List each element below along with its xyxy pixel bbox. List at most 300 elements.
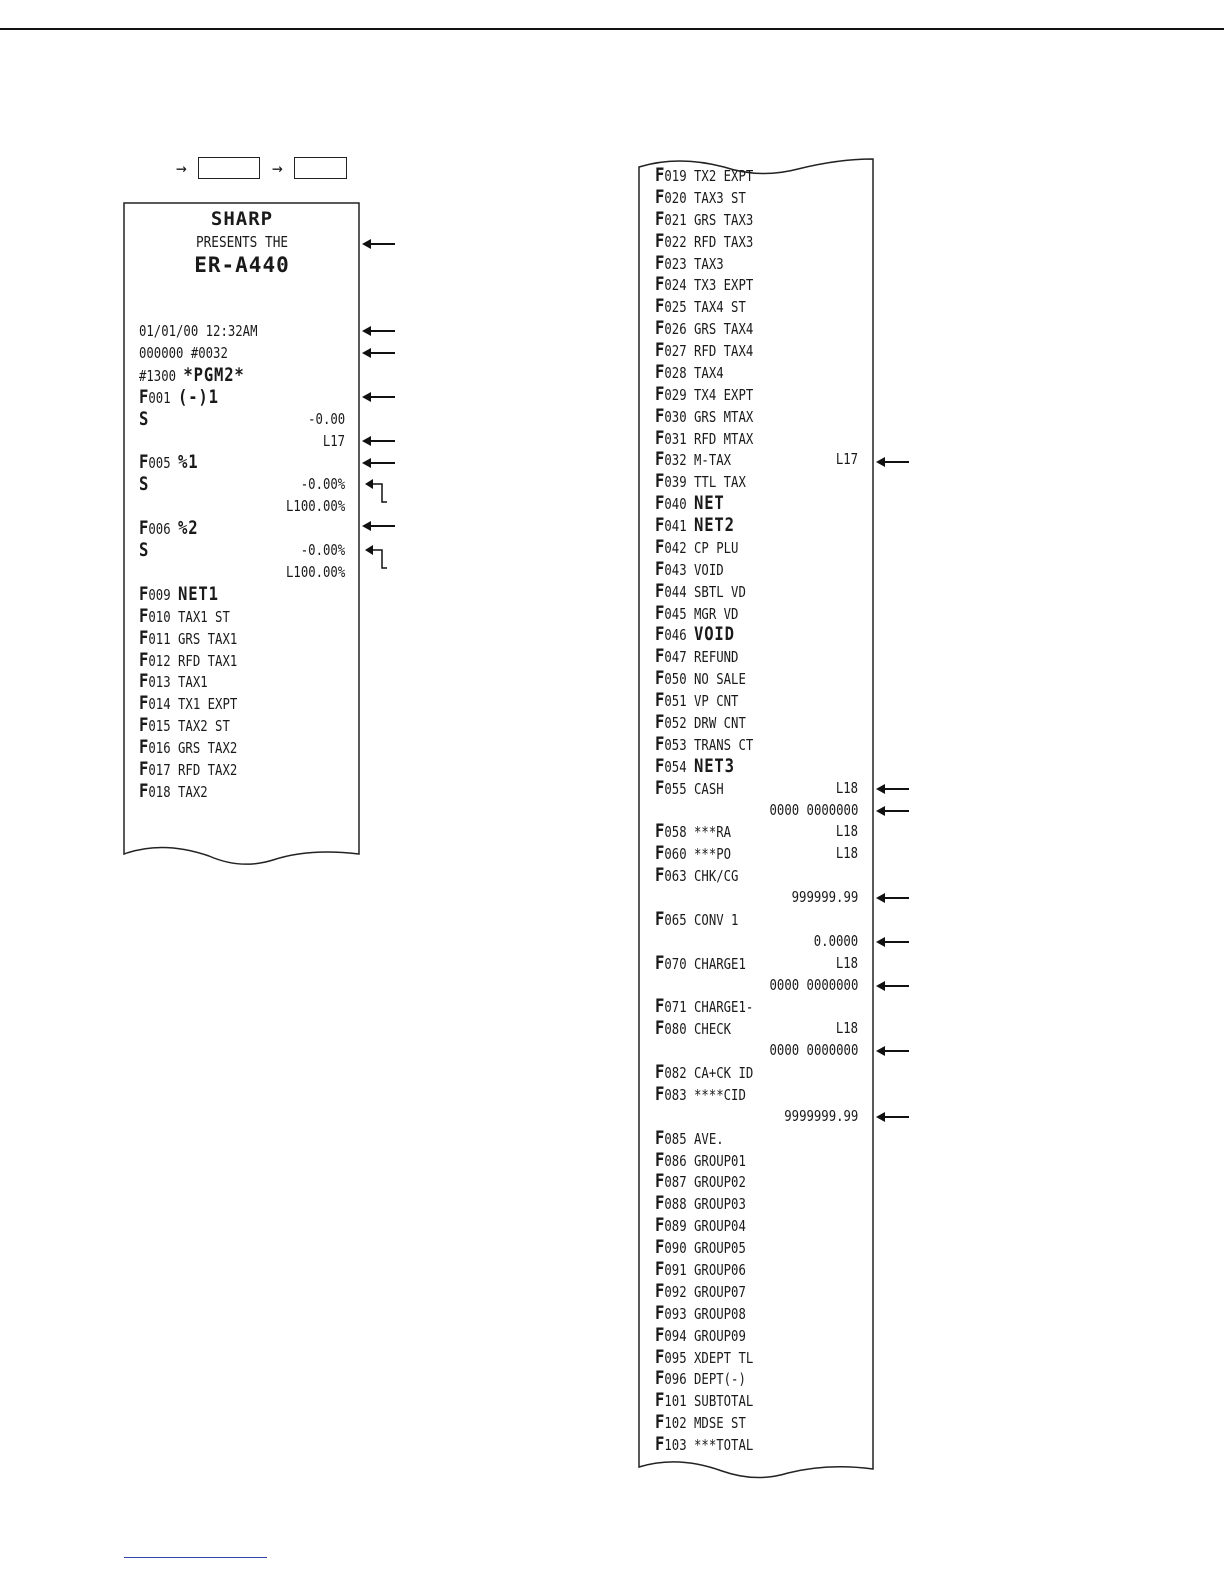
receipt-text: 01/01/00 12:32AM <box>139 322 258 340</box>
function-label: TAX3 <box>694 254 724 273</box>
receipt-text: S <box>139 473 149 496</box>
receipt-line <box>655 1018 858 1040</box>
function-label: SUBTOTAL <box>694 1392 754 1411</box>
receipt-line <box>139 387 345 409</box>
function-code-number: 042 <box>664 538 687 557</box>
key-box-2 <box>294 157 347 179</box>
function-code-number: 017 <box>148 761 171 779</box>
function-code-prefix: F <box>655 448 665 471</box>
function-label: DRW CNT <box>694 714 746 732</box>
function-code-prefix: F <box>655 907 665 930</box>
receipt-line <box>655 471 858 493</box>
receipt-line <box>655 1281 858 1303</box>
function-code-prefix: F <box>655 404 665 427</box>
receipt-line <box>655 1150 858 1172</box>
function-code-number: 092 <box>664 1282 687 1301</box>
receipt-line <box>655 1434 858 1456</box>
receipt-line <box>655 296 858 318</box>
function-code-prefix: F <box>655 667 665 690</box>
receipt-line <box>655 428 858 450</box>
function-label: RFD TAX1 <box>178 651 238 670</box>
function-code-prefix: F <box>655 1279 665 1302</box>
receipt-text: S <box>139 539 149 561</box>
function-code-number: 043 <box>664 560 687 579</box>
function-code-prefix: F <box>655 1017 665 1040</box>
function-code-prefix: F <box>655 754 665 777</box>
function-label: VP CNT <box>694 692 739 711</box>
function-code-prefix: F <box>139 582 149 605</box>
receipt-line <box>655 493 858 515</box>
function-label: NET3 <box>694 754 735 777</box>
function-code-number: 026 <box>664 320 687 339</box>
function-label: NET2 <box>694 514 735 537</box>
function-label: TAX3 ST <box>694 188 746 207</box>
function-code-prefix: F <box>139 670 149 693</box>
function-label: VOID <box>694 623 735 646</box>
function-code-number: 025 <box>664 298 687 317</box>
receipt-subtitle: PRESENTS THE <box>195 233 289 251</box>
function-label: NET <box>694 492 725 515</box>
receipt-line <box>655 865 858 887</box>
receipt-line <box>655 231 858 253</box>
function-code-prefix: F <box>655 1258 665 1280</box>
receipt-logo: SHARP <box>210 208 274 230</box>
function-code-number: 047 <box>664 648 687 667</box>
function-label: TAX4 <box>694 363 724 382</box>
function-label: RFD TAX3 <box>694 232 754 251</box>
receipt-line <box>655 931 858 953</box>
callout-arrow-icon <box>876 981 910 991</box>
receipt-line <box>655 1215 858 1237</box>
receipt-line <box>139 365 345 387</box>
receipt-line <box>139 562 345 584</box>
receipt-line <box>655 1412 858 1434</box>
function-label: GROUP01 <box>694 1151 746 1170</box>
receipt-line <box>655 756 858 778</box>
function-code-prefix: F <box>139 692 149 715</box>
function-code-prefix: F <box>655 776 665 799</box>
receipt-line <box>655 1062 858 1084</box>
function-code-prefix: F <box>655 273 665 296</box>
function-code-prefix: F <box>655 470 665 493</box>
function-code-number: 028 <box>664 363 687 382</box>
receipt-value: L18 <box>835 953 858 972</box>
receipt-value: 0000 0000000 <box>769 975 858 994</box>
function-code-number: 065 <box>664 910 687 929</box>
receipt-text: #1300 <box>139 366 184 385</box>
receipt-line <box>655 1237 858 1259</box>
receipt-line <box>139 737 345 759</box>
function-code-number: 021 <box>664 210 687 229</box>
receipt-line <box>655 953 858 975</box>
function-label: %1 <box>178 451 199 474</box>
callout-arrow-icon <box>362 348 396 358</box>
function-label: TAX1 <box>178 673 208 692</box>
function-code-number: 029 <box>664 385 687 404</box>
function-code-prefix: F <box>655 995 665 1018</box>
receipt-line <box>655 559 858 581</box>
function-label: GROUP06 <box>694 1261 746 1279</box>
function-code-number: 051 <box>664 692 687 711</box>
receipt-line <box>655 1128 858 1150</box>
receipt-model: ER-A440 <box>194 253 290 277</box>
receipt-value: 0.0000 <box>813 931 858 950</box>
callout-arrow-icon <box>362 239 396 249</box>
function-code-prefix: F <box>139 779 149 802</box>
function-label: CP PLU <box>694 538 739 557</box>
receipt-line <box>655 1390 858 1412</box>
function-label: CHECK <box>694 1020 732 1039</box>
receipt-value: 9999999.99 <box>783 1106 858 1125</box>
receipt-line <box>655 712 858 734</box>
receipt-line <box>139 650 345 672</box>
function-code-prefix: F <box>655 579 665 602</box>
function-code-number: 091 <box>664 1261 687 1279</box>
function-code-prefix: F <box>139 385 149 408</box>
function-code-prefix: F <box>655 645 665 668</box>
function-label: ****CID <box>694 1085 746 1104</box>
function-code-prefix: F <box>655 1061 665 1084</box>
receipt-line <box>139 759 345 781</box>
function-code-number: 016 <box>148 739 171 758</box>
receipt-line <box>655 646 858 668</box>
function-label: GRS TAX1 <box>178 629 238 648</box>
receipt-line <box>655 581 858 603</box>
function-code-prefix: F <box>655 864 665 887</box>
function-code-prefix: F <box>139 626 149 649</box>
function-code-number: 030 <box>664 407 687 426</box>
function-code-prefix: F <box>655 360 665 383</box>
function-code-number: 086 <box>664 1151 687 1170</box>
function-code-number: 103 <box>664 1436 687 1455</box>
receipt-line <box>655 887 858 909</box>
function-code-number: 101 <box>664 1392 687 1411</box>
receipt-line <box>139 781 345 803</box>
receipt-line <box>655 975 858 997</box>
function-code-number: 019 <box>664 167 687 185</box>
function-code-prefix: F <box>655 1301 665 1324</box>
function-code-prefix: F <box>139 648 149 671</box>
function-label: ***RA <box>694 823 732 842</box>
callout-arrow-icon <box>362 436 396 446</box>
receipt-line <box>139 321 345 343</box>
function-code-number: 041 <box>664 517 687 536</box>
function-label: TAX1 ST <box>178 607 230 626</box>
function-code-number: 096 <box>664 1370 687 1389</box>
left-receipt <box>123 202 361 868</box>
receipt-value: L100.00% <box>285 497 345 516</box>
function-code-number: 001 <box>148 388 171 407</box>
receipt-line <box>655 537 858 559</box>
function-code-number: 023 <box>664 254 687 273</box>
callout-arrow-icon <box>362 326 396 336</box>
callout-arrow-icon <box>876 1112 910 1122</box>
receipt-line <box>139 518 345 540</box>
function-code-prefix: F <box>655 339 665 362</box>
receipt-line <box>139 715 345 737</box>
function-label: TX1 EXPT <box>178 695 238 714</box>
receipt-line <box>655 843 858 865</box>
function-code-number: 009 <box>148 585 171 604</box>
function-code-number: 006 <box>148 520 171 539</box>
function-code-prefix: F <box>655 1214 665 1237</box>
receipt-line <box>655 384 858 406</box>
function-code-prefix: F <box>655 732 665 755</box>
function-code-number: 054 <box>664 757 687 776</box>
receipt-line <box>655 165 858 187</box>
function-code-number: 055 <box>664 779 687 798</box>
receipt-line <box>655 624 858 646</box>
function-code-number: 070 <box>664 954 687 973</box>
receipt-line <box>655 362 858 384</box>
function-label: GROUP03 <box>694 1195 746 1214</box>
function-code-prefix: F <box>655 317 665 340</box>
function-label: CA+CK ID <box>694 1064 754 1083</box>
function-code-number: 018 <box>148 782 171 801</box>
receipt-line <box>139 343 345 365</box>
function-label: GROUP05 <box>694 1239 746 1258</box>
receipt-line <box>139 409 345 431</box>
function-label: TRANS CT <box>694 735 754 754</box>
function-code-prefix: F <box>655 1411 665 1434</box>
receipt-value: 999999.99 <box>791 888 858 907</box>
function-label: TTL TAX <box>694 473 746 492</box>
receipt-value: L18 <box>835 1019 858 1038</box>
receipt-line <box>655 515 858 537</box>
bracket-arrow-icon <box>365 544 387 570</box>
callout-arrow-icon <box>362 392 396 402</box>
receipt-line <box>139 474 345 496</box>
function-code-prefix: F <box>655 1170 665 1193</box>
sequence-arrow-icon: → <box>176 158 187 179</box>
function-code-number: 011 <box>148 629 171 648</box>
function-code-prefix: F <box>655 185 665 208</box>
function-code-prefix: F <box>655 295 665 318</box>
receipt-line <box>655 996 858 1018</box>
function-code-number: 088 <box>664 1195 687 1214</box>
function-code-prefix: F <box>655 601 665 624</box>
function-code-number: 090 <box>664 1239 687 1258</box>
receipt-line <box>655 1259 858 1281</box>
right-receipt <box>638 157 875 1483</box>
receipt-value: L100.00% <box>285 562 345 581</box>
function-code-prefix: F <box>139 451 149 474</box>
function-code-prefix: F <box>655 1367 665 1390</box>
function-code-number: 071 <box>664 998 687 1017</box>
function-code-prefix: F <box>655 1126 665 1149</box>
function-code-prefix: F <box>655 557 665 580</box>
function-code-prefix: F <box>655 164 665 186</box>
function-code-prefix: F <box>655 689 665 712</box>
receipt-value: L18 <box>835 822 858 841</box>
function-label: RFD TAX4 <box>694 342 754 361</box>
function-label: AVE. <box>694 1129 724 1148</box>
function-code-number: 013 <box>148 673 171 692</box>
receipt-text: 000000 #0032 <box>139 343 228 362</box>
receipt-line <box>655 1040 858 1062</box>
receipt-line <box>655 821 858 843</box>
function-code-prefix: F <box>655 820 665 843</box>
function-code-prefix: F <box>655 1236 665 1259</box>
function-label: CHARGE1 <box>694 954 746 973</box>
function-label: MDSE ST <box>694 1414 746 1433</box>
function-code-number: 031 <box>664 429 687 448</box>
function-code-prefix: F <box>655 1148 665 1171</box>
function-code-number: 022 <box>664 232 687 251</box>
function-label: GROUP07 <box>694 1282 746 1301</box>
receipt-line <box>655 668 858 690</box>
receipt-value: -0.00% <box>300 541 345 559</box>
function-code-prefix: F <box>139 517 149 540</box>
callout-arrow-icon <box>876 457 910 467</box>
function-label: RFD MTAX <box>694 429 754 448</box>
top-rule <box>0 28 1224 30</box>
function-label: TAX2 ST <box>178 717 230 736</box>
function-code-number: 020 <box>664 188 687 207</box>
function-code-number: 089 <box>664 1217 687 1236</box>
function-label: GROUP08 <box>694 1304 746 1323</box>
sequence-arrow-icon: → <box>272 158 283 179</box>
receipt-line <box>655 1347 858 1369</box>
receipt-line <box>139 431 345 453</box>
function-code-prefix: F <box>655 1192 665 1215</box>
function-code-number: 087 <box>664 1173 687 1192</box>
function-code-number: 060 <box>664 845 687 864</box>
function-code-prefix: F <box>655 623 665 646</box>
callout-arrow-icon <box>876 806 910 816</box>
function-code-number: 005 <box>148 454 171 473</box>
function-code-number: 044 <box>664 582 687 601</box>
function-code-number: 102 <box>664 1414 687 1433</box>
function-code-prefix: F <box>655 251 665 274</box>
function-label: CHARGE1- <box>694 998 754 1017</box>
function-label: VOID <box>694 560 724 579</box>
function-label: MGR VD <box>694 604 739 623</box>
function-label: %2 <box>178 517 199 540</box>
function-code-prefix: F <box>655 426 665 449</box>
function-label: GROUP02 <box>694 1173 746 1192</box>
function-label: (-)1 <box>178 385 219 408</box>
receipt-text: S <box>139 407 149 430</box>
receipt-line <box>655 253 858 275</box>
function-code-prefix: F <box>655 1389 665 1412</box>
function-code-number: 093 <box>664 1304 687 1323</box>
function-code-prefix: F <box>655 1323 665 1346</box>
function-code-number: 039 <box>664 473 687 492</box>
receipt-line <box>655 1325 858 1347</box>
function-code-prefix: F <box>655 514 665 537</box>
receipt-line <box>655 1368 858 1390</box>
function-label: GRS TAX3 <box>694 210 754 229</box>
receipt-line <box>655 800 858 822</box>
function-label: GROUP04 <box>694 1217 746 1236</box>
function-label: SBTL VD <box>694 582 746 601</box>
function-label: TX3 EXPT <box>694 276 754 295</box>
function-code-prefix: F <box>655 1345 665 1368</box>
function-code-number: 014 <box>148 695 171 714</box>
receipt-line <box>655 449 858 471</box>
function-code-number: 015 <box>148 717 171 736</box>
function-code-number: 094 <box>664 1326 687 1345</box>
receipt-line <box>655 1106 858 1128</box>
function-code-prefix: F <box>139 714 149 737</box>
receipt-value: -0.00 <box>307 409 345 428</box>
function-label: GROUP09 <box>694 1326 746 1345</box>
receipt-line <box>139 496 345 518</box>
receipt-line <box>139 693 345 715</box>
function-label: GRS TAX2 <box>178 739 238 758</box>
receipt-line <box>655 209 858 231</box>
function-code-number: 040 <box>664 495 687 514</box>
receipt-line <box>139 628 345 650</box>
function-code-prefix: F <box>655 229 665 252</box>
bracket-arrow-icon <box>365 478 387 504</box>
function-label: NO SALE <box>694 670 746 689</box>
function-code-number: 045 <box>664 604 687 623</box>
function-code-number: 063 <box>664 867 687 886</box>
function-code-number: 046 <box>664 626 687 645</box>
receipt-line <box>655 1193 858 1215</box>
receipt-line <box>655 603 858 625</box>
function-code-number: 080 <box>664 1020 687 1039</box>
function-code-number: 032 <box>664 451 687 470</box>
function-label: CONV 1 <box>694 910 739 929</box>
function-label: REFUND <box>694 648 739 667</box>
receipt-line <box>655 274 858 296</box>
function-label: RFD TAX2 <box>178 761 238 779</box>
receipt-line <box>655 1084 858 1106</box>
receipt-line <box>655 318 858 340</box>
receipt-line <box>655 1171 858 1193</box>
receipt-line <box>655 340 858 362</box>
function-code-prefix: F <box>655 207 665 230</box>
function-code-prefix: F <box>139 736 149 759</box>
callout-arrow-icon <box>876 784 910 794</box>
function-code-prefix: F <box>655 492 665 515</box>
function-label: GRS TAX4 <box>694 320 754 339</box>
function-code-number: 082 <box>664 1064 687 1083</box>
program-mode-label: *PGM2* <box>183 363 245 386</box>
function-code-number: 083 <box>664 1085 687 1104</box>
receipt-value: L17 <box>322 431 345 450</box>
function-code-number: 010 <box>148 607 171 626</box>
receipt-line <box>139 584 345 606</box>
function-code-prefix: F <box>139 604 149 627</box>
receipt-line <box>655 1303 858 1325</box>
function-code-number: 095 <box>664 1348 687 1367</box>
function-label: DEPT(-) <box>694 1370 746 1389</box>
footer-rule <box>124 1557 267 1558</box>
receipt-line <box>655 690 858 712</box>
receipt-value: -0.00% <box>300 475 345 494</box>
receipt-line <box>139 671 345 693</box>
function-code-number: 024 <box>664 276 687 295</box>
receipt-value: L18 <box>835 778 858 797</box>
function-code-prefix: F <box>655 711 665 733</box>
function-code-prefix: F <box>655 842 665 865</box>
callout-arrow-icon <box>876 1046 910 1056</box>
receipt-value: 0000 0000000 <box>769 800 858 819</box>
function-code-number: 052 <box>664 714 687 732</box>
function-label: GRS MTAX <box>694 407 754 426</box>
function-label: TAX2 <box>178 782 208 801</box>
function-code-prefix: F <box>655 382 665 405</box>
key-box-1 <box>198 157 260 179</box>
function-label: CHK/CG <box>694 867 739 886</box>
receipt-line <box>655 406 858 428</box>
receipt-line <box>655 734 858 756</box>
function-label: M-TAX <box>694 451 732 470</box>
